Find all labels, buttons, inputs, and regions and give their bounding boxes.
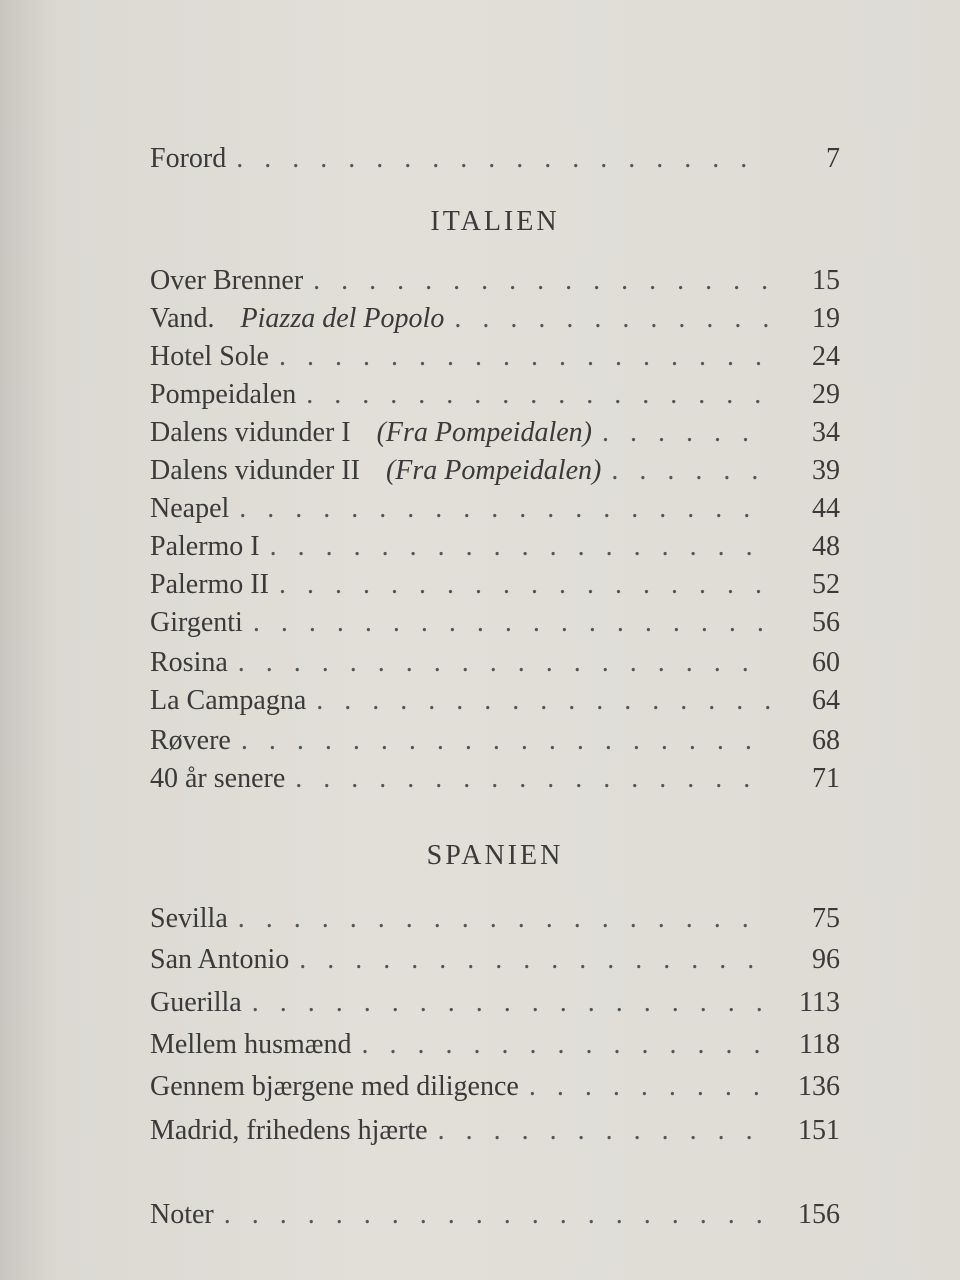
page-number: 34 bbox=[812, 417, 840, 448]
page-number: 19 bbox=[812, 303, 840, 334]
toc-entry bbox=[150, 604, 840, 642]
entry-title: Mellem husmænd bbox=[150, 1029, 352, 1060]
toc-entry bbox=[150, 941, 840, 979]
entry-title: La Campagna bbox=[150, 685, 307, 716]
entry-title: Forord bbox=[150, 143, 227, 174]
toc-entry bbox=[150, 984, 840, 1022]
page-number: 151 bbox=[798, 1115, 840, 1146]
toc-entry bbox=[150, 566, 840, 604]
dot-leader bbox=[224, 1196, 770, 1234]
entry-title bbox=[150, 452, 601, 490]
dot-leader bbox=[236, 140, 770, 178]
section-heading-spanien: SPANIEN bbox=[426, 840, 564, 871]
dot-leader bbox=[529, 1068, 770, 1106]
page-number: 29 bbox=[812, 379, 840, 410]
toc-entry bbox=[150, 644, 840, 682]
entry-title: Sevilla bbox=[150, 903, 228, 934]
dot-leader bbox=[306, 376, 770, 414]
toc-entry bbox=[150, 490, 840, 528]
toc-entry bbox=[150, 1112, 840, 1150]
page-number: 71 bbox=[812, 763, 840, 794]
toc-entry bbox=[150, 900, 840, 938]
page-number: 7 bbox=[826, 143, 840, 174]
entry-title: 40 år senere bbox=[150, 763, 286, 794]
entry-subtitle: Piazza del Popolo bbox=[240, 303, 445, 334]
dot-leader bbox=[238, 900, 770, 938]
dot-leader bbox=[295, 760, 770, 798]
entry-title: Madrid, frihedens hjærte bbox=[150, 1115, 428, 1146]
dot-leader bbox=[238, 644, 770, 682]
page-number: 52 bbox=[812, 569, 840, 600]
toc-entry bbox=[150, 682, 840, 720]
page-number: 39 bbox=[812, 455, 840, 486]
entry-title: Over Brenner bbox=[150, 265, 304, 296]
toc-entry bbox=[150, 1068, 840, 1106]
entry-title: Røvere bbox=[150, 725, 231, 756]
page-number: 60 bbox=[812, 647, 840, 678]
page-number: 56 bbox=[812, 607, 840, 638]
toc-entry bbox=[150, 262, 840, 300]
dot-leader bbox=[313, 262, 770, 300]
dot-leader bbox=[602, 414, 770, 452]
dot-leader bbox=[252, 984, 770, 1022]
dot-leader bbox=[361, 1026, 770, 1064]
page-number: 48 bbox=[812, 531, 840, 562]
entry-title: Guerilla bbox=[150, 987, 242, 1018]
entry-subtitle: (Fra Pompeidalen) bbox=[376, 417, 592, 448]
entry-title bbox=[150, 300, 444, 338]
section-heading-italien: ITALIEN bbox=[430, 206, 560, 237]
page-number: 113 bbox=[799, 987, 840, 1018]
toc-entry bbox=[150, 760, 840, 798]
page-number: 156 bbox=[798, 1199, 840, 1230]
dot-leader bbox=[279, 338, 770, 376]
dot-leader bbox=[299, 941, 770, 979]
dot-leader bbox=[316, 682, 770, 720]
entry-title: Rosina bbox=[150, 647, 228, 678]
entry-title: Gennem bjærgene med diligence bbox=[150, 1071, 519, 1102]
entry-title: Girgenti bbox=[150, 607, 243, 638]
toc-entry bbox=[150, 300, 840, 338]
toc-entry bbox=[150, 376, 840, 414]
dot-leader bbox=[239, 490, 770, 528]
page-number: 15 bbox=[812, 265, 840, 296]
dot-leader bbox=[438, 1112, 770, 1150]
toc-entry-noter bbox=[150, 1196, 840, 1234]
page-number: 24 bbox=[812, 341, 840, 372]
toc-entry-forord bbox=[150, 140, 840, 178]
page-number: 96 bbox=[812, 944, 840, 975]
entry-title: Pompeidalen bbox=[150, 379, 297, 410]
dot-leader bbox=[454, 300, 770, 338]
page-number: 68 bbox=[812, 725, 840, 756]
page-number: 75 bbox=[812, 903, 840, 934]
entry-title: Hotel Sole bbox=[150, 341, 269, 372]
page-number: 64 bbox=[812, 685, 840, 716]
entry-subtitle: (Fra Pompeidalen) bbox=[385, 455, 602, 486]
toc-entry bbox=[150, 452, 840, 490]
entry-title-main: Dalens vidunder I bbox=[150, 417, 351, 448]
dot-leader bbox=[611, 452, 770, 490]
page-number: 44 bbox=[812, 493, 840, 524]
entry-title: Palermo II bbox=[150, 569, 269, 600]
toc-entry bbox=[150, 414, 840, 452]
dot-leader bbox=[279, 566, 770, 604]
page-number: 118 bbox=[799, 1029, 840, 1060]
toc-entry bbox=[150, 528, 840, 566]
entry-title: Palermo I bbox=[150, 531, 260, 562]
entry-title: Noter bbox=[150, 1199, 214, 1230]
entry-title: San Antonio bbox=[150, 944, 290, 975]
dot-leader bbox=[270, 528, 770, 566]
toc-entry bbox=[150, 722, 840, 760]
entry-title: Neapel bbox=[150, 493, 230, 524]
entry-title-main: Vand. bbox=[150, 303, 215, 334]
dot-leader bbox=[241, 722, 770, 760]
toc-entry bbox=[150, 338, 840, 376]
toc-entry bbox=[150, 1026, 840, 1064]
dot-leader bbox=[253, 604, 770, 642]
entry-title-main: Dalens vidunder II bbox=[150, 455, 360, 486]
entry-title bbox=[150, 414, 592, 452]
page-number: 136 bbox=[798, 1071, 840, 1102]
